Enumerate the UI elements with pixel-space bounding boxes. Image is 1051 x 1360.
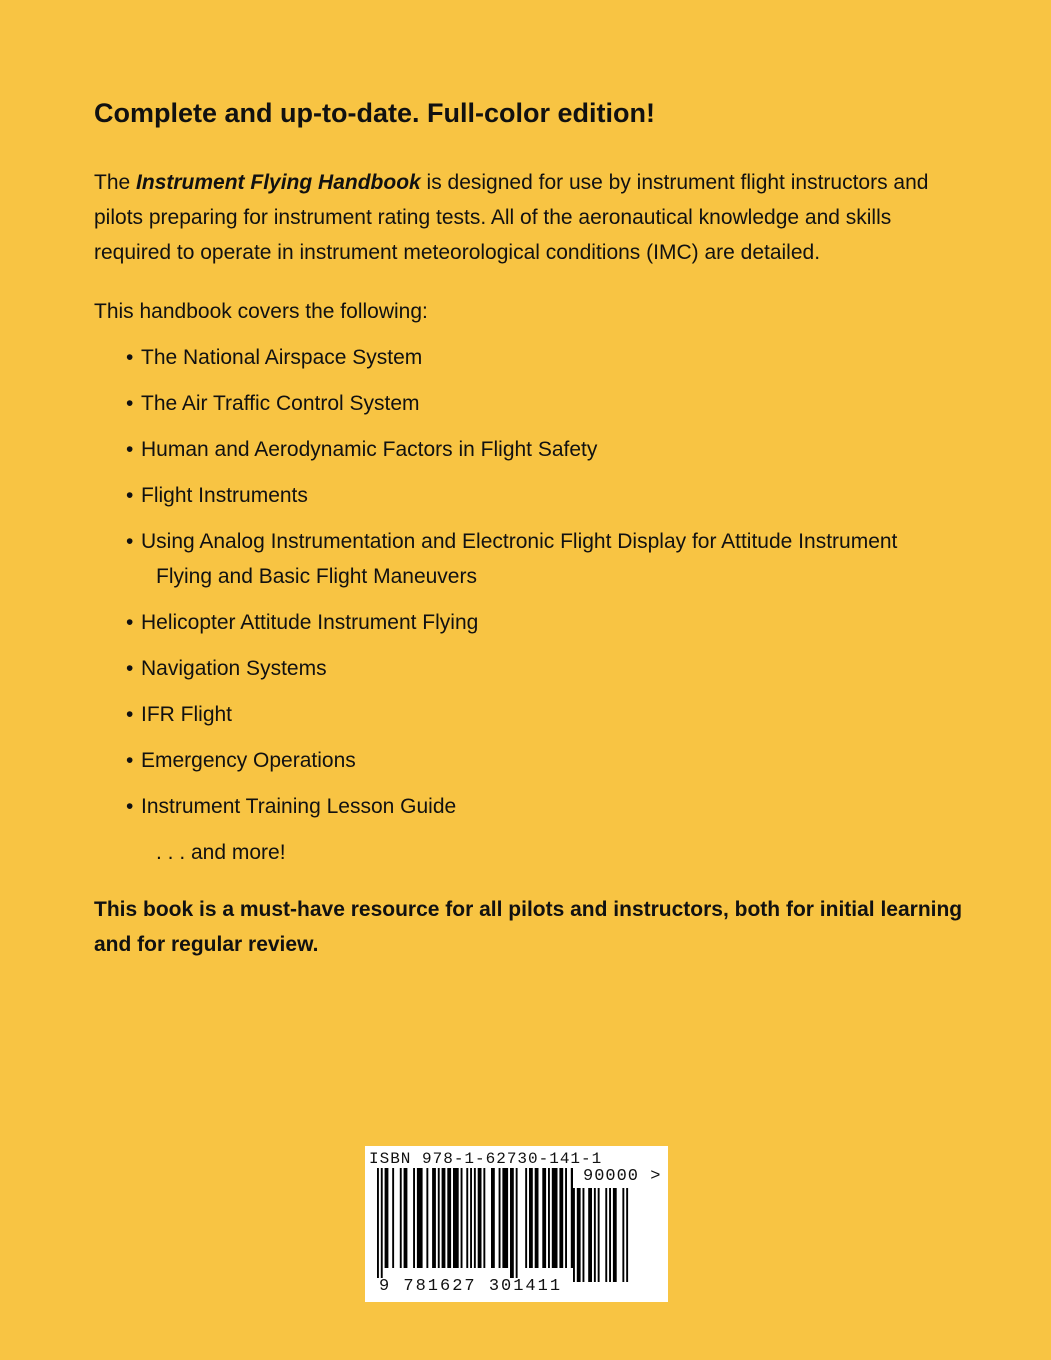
- list-item: • Using Analog Instrumentation and Electronic Flight Display for Attitude Instrument Flying and Basic Flight Maneuvers: [126, 524, 974, 594]
- isbn-label: ISBN 978-1-62730-141-1: [369, 1150, 603, 1168]
- bullet-icon: •: [126, 346, 134, 370]
- barcode-digits: 9 781627 301411: [379, 1277, 563, 1296]
- bullet-icon: •: [126, 438, 134, 462]
- price-code: 90000 >: [583, 1167, 662, 1186]
- intro-prefix: The: [94, 171, 137, 195]
- list-item: • Navigation Systems: [126, 651, 974, 686]
- list-item: • Emergency Operations: [126, 743, 974, 778]
- intro-suffix: is designed for use by instrument flight instructors and pilots preparing for instrument rating tests. All of the aeronautical knowledge and skills required to operate in instrument meteorological conditions (IMC) are detailed.: [94, 171, 929, 265]
- list-item: • The Air Traffic Control System: [126, 386, 974, 421]
- list-item: • Flight Instruments: [126, 478, 974, 513]
- bullet-icon: •: [126, 795, 134, 819]
- topics-list: [94, 340, 974, 824]
- list-item: • IFR Flight: [126, 697, 974, 732]
- closing-statement: This book is a must-have resource for all pilots and instructors, both for initial learning and for regular review.: [94, 898, 963, 957]
- list-item: • The National Airspace System: [126, 340, 974, 375]
- list-item: • Human and Aerodynamic Factors in Flight Safety: [126, 432, 974, 467]
- list-item: • Helicopter Attitude Instrument Flying: [126, 605, 974, 640]
- addon-barcode-bars: [573, 1188, 629, 1284]
- bullet-icon: •: [126, 749, 134, 773]
- barcode-bars: [377, 1168, 573, 1280]
- bullet-icon: •: [126, 530, 134, 554]
- headline: Complete and up-to-date. Full-color edition!: [94, 98, 655, 128]
- bullet-icon: •: [126, 657, 134, 681]
- list-item-continuation: Flying and Basic Flight Maneuvers: [156, 565, 477, 589]
- bullet-icon: •: [126, 484, 134, 508]
- isbn-barcode: [365, 1146, 668, 1302]
- bullet-icon: •: [126, 703, 134, 727]
- and-more: . . . and more!: [156, 841, 286, 865]
- book-title: Instrument Flying Handbook: [136, 171, 421, 195]
- bullet-icon: •: [126, 611, 134, 635]
- list-lead: This handbook covers the following:: [94, 300, 428, 324]
- intro-paragraph: [94, 165, 974, 270]
- list-item: • Instrument Training Lesson Guide: [126, 789, 974, 824]
- back-cover-text: [94, 96, 974, 962]
- bullet-icon: •: [126, 392, 134, 416]
